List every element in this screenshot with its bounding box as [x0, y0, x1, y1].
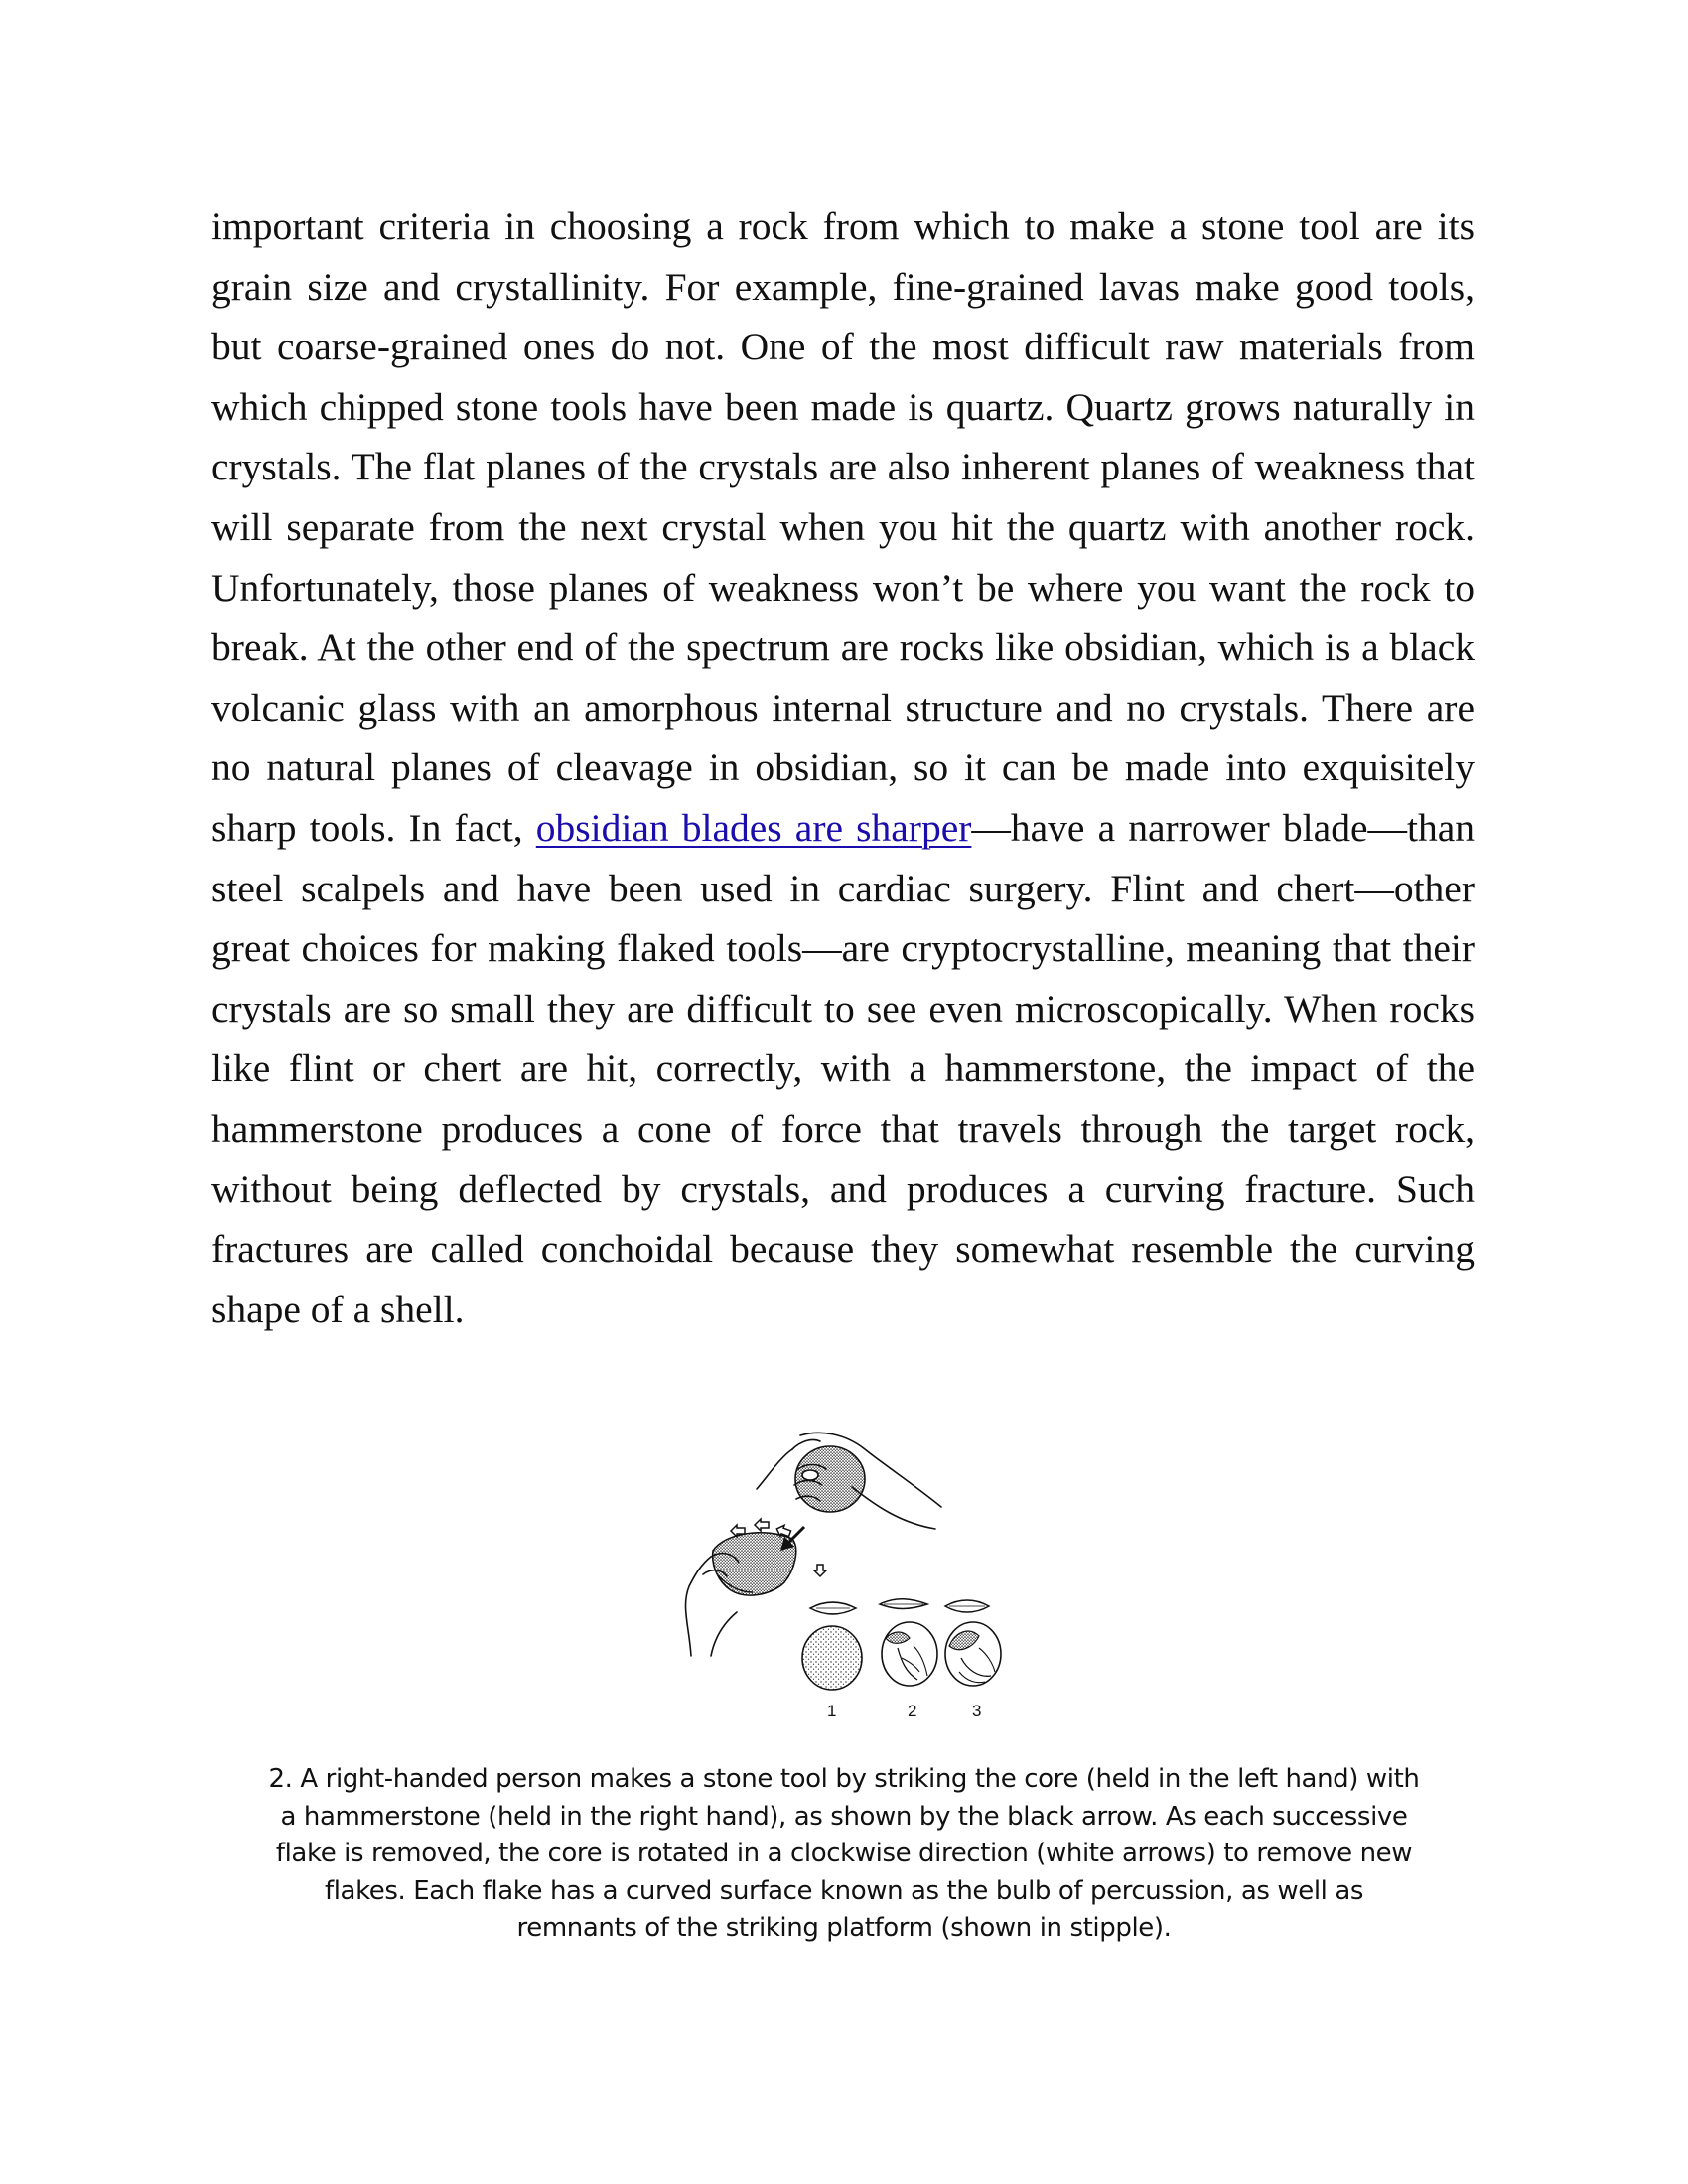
flake-profiles	[810, 1599, 989, 1614]
flake-faces	[802, 1622, 1001, 1690]
flake-2	[882, 1622, 937, 1686]
stone-tool-illustration	[681, 1428, 1019, 1725]
obsidian-blades-link[interactable]: obsidian blades are sharper	[535, 805, 972, 850]
flake-label-2: 2	[908, 1702, 917, 1720]
flake-3	[945, 1622, 1001, 1686]
paragraph-text-start: important criteria in choosing a rock from which to make a stone tool are its grain size and crystallinity. For example, fine-grained lavas make good tools, but coarse-grained ones do not. One of the most difficult raw materials from which chipped stone tools have been made is quartz. Quartz grows naturally in crystals. The flat planes of the crystals are also inherent planes of weakness that will separate from the next crystal when you hit the quartz with another rock. Unfortunately, those planes of weakness won’t be where you want the rock to break. At the other end of the spectrum are rocks like obsidian, which is a black volcanic glass with an amorphous internal structure and no crystals. There are no natural planes of cleavage in obsidian, so it can be made into exquisitely sharp tools. In fact,	[211, 205, 1475, 850]
flake-1	[802, 1626, 862, 1690]
paragraph-text-end: —have a narrower blade—than steel scalpels and have been used in cardiac surgery. Flint and chert—other great choices for making flaked tools—are cryptocrystalline, meaning that their crystals are so small they are difficult to see even microscopically. When rocks like flint or chert are hit, correctly, with a hammerstone, the impact of the hammerstone produces a cone of force that travels through the target rock, without being deflected by crystals, and produces a curving fracture. Such fractures are called conchoidal because they somewhat resemble the curving shape of a shell.	[211, 805, 1475, 1331]
flake-label-3: 3	[972, 1702, 982, 1720]
flake-label-1: 1	[827, 1702, 837, 1720]
core-stone	[713, 1533, 796, 1595]
knapping-drawing	[681, 1428, 1019, 1725]
figure-caption: 2. A right-handed person makes a stone tool by striking the core (held in the left hand) with a hammerstone (held in the right hand), as shown by the black arrow. As each successive flake is removed, the core is rotated in a clockwise direction (white arrows) to remove new flakes. Each flake has a curved surface known as the bulb of percussion, as well as remnants of the striking platform (shown in stipple).	[268, 1764, 1420, 1944]
body-paragraph	[211, 197, 1475, 1339]
